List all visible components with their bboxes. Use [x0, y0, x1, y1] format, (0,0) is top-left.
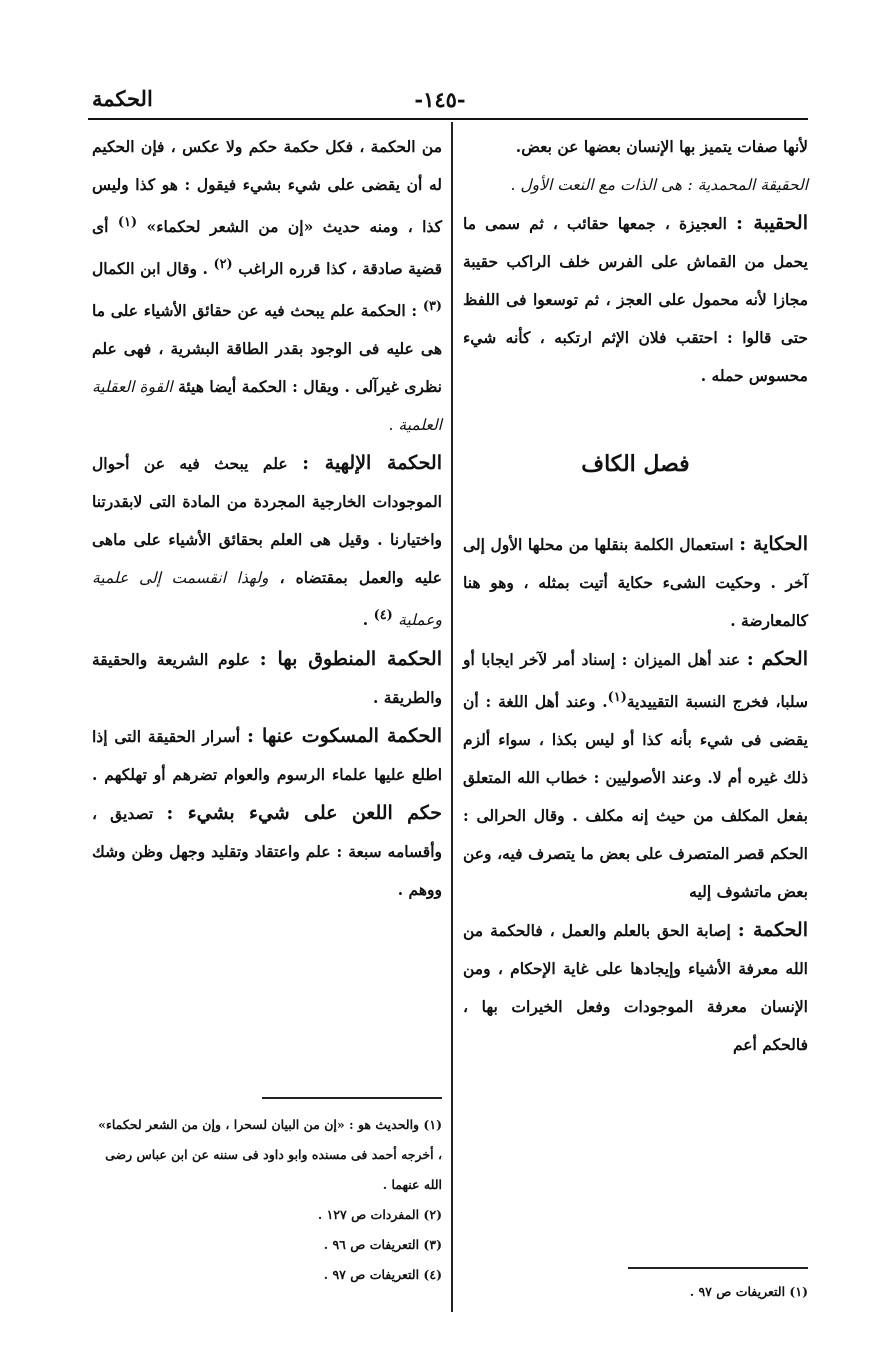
entry-term: الحكمة الإلهية :: [302, 452, 443, 475]
entry-haqiqa-muhammadiya: [463, 166, 808, 204]
entry-hukm: [463, 640, 808, 911]
paragraph-text: لأنها صفات يتميز بها الإنسان بعضها عن بعض.: [515, 137, 808, 156]
entry-end: .: [362, 610, 369, 630]
footnote-rule: [262, 1097, 442, 1099]
running-title: الحكمة: [92, 86, 153, 111]
entry-text: استعمال الكلمة بنقلها من محلها الأول إلى آخر . وحكيت الشىء حكاية أتيت بمثله ، وهو هنا كالمعارضة .: [463, 535, 808, 630]
entry-hikma-maskut: [92, 717, 442, 909]
entry-term: الحقيقة المحمدية :: [687, 176, 808, 194]
entry-term: حكم اللعن على شيء بشيء :: [166, 801, 443, 824]
entry-text: علوم الشريعة والحقيقة والطريقة .: [92, 649, 442, 707]
entry-text: تصديق ، وأقسامه سبعة : علم واعتقاد وتقليد وجهل وظن وشك ووهم .: [92, 803, 442, 899]
footnotes-right: [463, 1277, 808, 1307]
footnote: (٤) التعريفات ص ٩٧ .: [323, 1267, 442, 1282]
paragraph-text: أى قضية صادقة ، كذا قرره الراغب: [92, 217, 443, 279]
entry-hikma: [463, 911, 808, 1064]
entry-text: إصابة الحق بالعلم والعمل ، فالحكمة من الله معرفة الأشياء وإيجادها على غاية الإحكام ، ومن الإنسان معرفة الموجودات وفعل الخيرات بها ، فالحكم أعم: [463, 921, 808, 1055]
entry-hikma-ilahiya: [92, 444, 442, 639]
header-rule: [88, 118, 808, 120]
entry-term: الحكاية :: [739, 533, 809, 555]
paragraph-text: : الحكمة علم يبحث فيه عن حقائق الأشياء على ما هى عليه فى الوجود بقدر الطاقة البشرية ، فهى علم نظرى غيرآلى . ويقال : الحكمة أيضا هيئة: [92, 301, 442, 397]
footnote-rule: [628, 1267, 808, 1269]
entry-italic: ولهذا انقسمت إلى علمية وعملية: [92, 569, 442, 630]
entry-term: الحكمة :: [737, 919, 809, 942]
footnote-ref: (٣): [422, 299, 442, 315]
footnotes-left: [92, 1110, 442, 1290]
entry-term: الحقيبة :: [736, 212, 808, 234]
paragraph-italic: القوة العقلية العلمية .: [92, 378, 442, 435]
entry-term: الحكم :: [746, 648, 808, 670]
entry-hikaya: [463, 525, 808, 640]
column-divider: [451, 122, 453, 1312]
footnote-ref: (١): [607, 690, 627, 705]
entry-text-continued: . وعند أهل اللغة : أن يقضى فى شيء بأنه كذا أو ليس بكذا ، سواء ألزم ذلك غيره أم لا. وعند الأصوليين : خطاب الله المتعلق بفعل المكلف من حيث إنه مكلف . وقال الحرالى : الحكم قصر المتصرف على بعض ما يتصرف فيه، وعن بعض ماتشوف إليه: [463, 692, 808, 902]
entry-text: علم يبحث فيه عن أحوال الموجودات الخارجية المجردة من المادة التى لابقدرتنا واختيارنا . وقيل هى العلم بحقائق الأشياء على ماهى عليه والعمل بمقتضاه ،: [92, 454, 443, 588]
footnote: (١) التعريفات ص ٩٧ .: [689, 1284, 808, 1299]
entry-text: أسرار الحقيقة التى إذا اطلع عليها علماء الرسوم والعوام تضرهم أو تهلكهم .: [92, 726, 442, 784]
page-number: -١٤٥-: [414, 87, 466, 112]
paragraph-continued: [92, 128, 442, 444]
entry-text: هى الذات مع النعت الأول .: [510, 176, 683, 194]
footnote-ref: (٤): [373, 608, 393, 624]
left-column: [92, 128, 442, 909]
entry-text: العجيزة ، جمعها حقائب ، ثم سمى ما يحمل من القماش على الفرس خلف الراكب حقيبة مجازا لأنه محمول على العجز ، ثم توسعوا فى اللفظ حتى قالوا : احتقب فلان الإثم ارتكبه ، كأنه شيء محسوس حمله .: [463, 214, 808, 385]
entry-term: الحكمة المنطوق بها :: [259, 647, 443, 670]
paragraph-text: من الحكمة ، فكل حكمة حكم ولا عكس ، فإن الحكيم له أن يقضى على شيء بشيء فيقول : هو كذا وليس كذا ، ومنه حديث «إن من الشعر لحكماء»: [92, 137, 442, 237]
footnote-ref: (٢): [213, 257, 233, 273]
entry-text: عند أهل الميزان : إسناد أمر لآخر ايجابا أو سلبا، فخرج النسبة التقييدية: [463, 650, 808, 712]
right-column: [463, 128, 808, 1064]
footnote: (١) والحديث هو : «إن من البيان لسحرا ، وإن من الشعر لحكماء» ، أخرجه أحمد فى مسنده وابو داود فى سننه عن ابن عباس رضى الله عنهما .: [98, 1117, 442, 1192]
entry-haqiba: [463, 204, 808, 395]
paragraph-text: . وقال ابن الكمال: [92, 259, 208, 279]
section-title: فصل الكاف: [581, 451, 690, 477]
footnote: (٣) التعريفات ص ٩٦ .: [323, 1237, 442, 1252]
footnote-ref: (١): [117, 215, 138, 230]
paragraph: [463, 128, 808, 166]
footnote: (٢) المفردات ص ١٢٧ .: [317, 1207, 442, 1222]
entry-hikma-mantuq: [92, 640, 442, 717]
entry-term: الحكمة المسكوت عنها :: [246, 724, 443, 747]
